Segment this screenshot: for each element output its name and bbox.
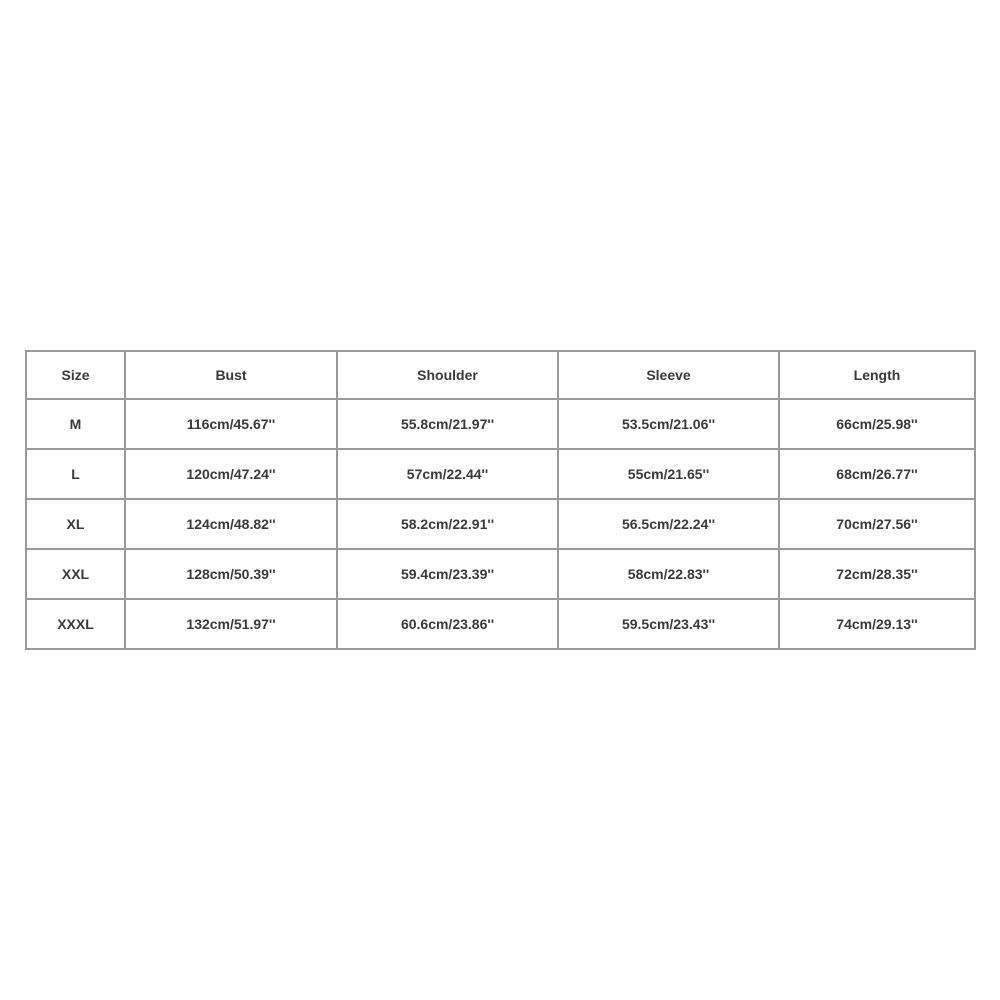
- header-size: Size: [26, 351, 125, 399]
- cell-length: 74cm/29.13'': [779, 599, 975, 649]
- cell-shoulder: 59.4cm/23.39'': [337, 549, 558, 599]
- cell-size: XL: [26, 499, 125, 549]
- cell-size: M: [26, 399, 125, 449]
- cell-sleeve: 55cm/21.65'': [558, 449, 779, 499]
- cell-shoulder: 60.6cm/23.86'': [337, 599, 558, 649]
- cell-length: 70cm/27.56'': [779, 499, 975, 549]
- cell-size: L: [26, 449, 125, 499]
- cell-sleeve: 53.5cm/21.06'': [558, 399, 779, 449]
- table-row: [26, 599, 975, 649]
- table-row: [26, 549, 975, 599]
- cell-length: 68cm/26.77'': [779, 449, 975, 499]
- cell-sleeve: 56.5cm/22.24'': [558, 499, 779, 549]
- cell-shoulder: 57cm/22.44'': [337, 449, 558, 499]
- cell-sleeve: 59.5cm/23.43'': [558, 599, 779, 649]
- cell-size: XXXL: [26, 599, 125, 649]
- table-row: [26, 499, 975, 549]
- cell-bust: 116cm/45.67'': [125, 399, 337, 449]
- table-row: [26, 399, 975, 449]
- header-sleeve: Sleeve: [558, 351, 779, 399]
- cell-bust: 124cm/48.82'': [125, 499, 337, 549]
- cell-length: 66cm/25.98'': [779, 399, 975, 449]
- cell-shoulder: 55.8cm/21.97'': [337, 399, 558, 449]
- cell-sleeve: 58cm/22.83'': [558, 549, 779, 599]
- cell-size: XXL: [26, 549, 125, 599]
- size-chart-table: [25, 350, 976, 650]
- header-row: [26, 351, 975, 399]
- cell-bust: 120cm/47.24'': [125, 449, 337, 499]
- cell-shoulder: 58.2cm/22.91'': [337, 499, 558, 549]
- header-bust: Bust: [125, 351, 337, 399]
- table-row: [26, 449, 975, 499]
- cell-bust: 128cm/50.39'': [125, 549, 337, 599]
- header-shoulder: Shoulder: [337, 351, 558, 399]
- header-length: Length: [779, 351, 975, 399]
- cell-length: 72cm/28.35'': [779, 549, 975, 599]
- cell-bust: 132cm/51.97'': [125, 599, 337, 649]
